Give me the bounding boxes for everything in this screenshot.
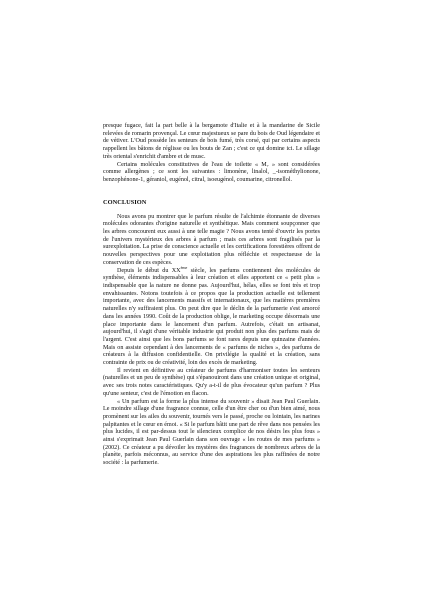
conclusion-paragraph-2 xyxy=(103,264,320,368)
p2-rest: siècle, les parfums contiennent des molécules de synthèse, éléments indispensables à leur création et elles apportent ce « petit plus » indispensable que la nature ne donne pas. Aujourd'hui, hélas, elles se font très et trop envahissantes. Notons toutefois à ce propos que la production actuelle est tellement importante, avec des lancements massifs et internationaux, que les matières premières naturelles n'y suffiraient plus. On peut dire que le déclin de la parfumerie s'est amorcé dans les années 1990. Coût de la production oblige, le marketing occupe désormais une place importante dans le lancement d'un parfum. Autrefois, c'était un artisanat, aujourd'hui, il s'agit d'une véritable industrie qui produit non plus des parfums mais de l'argent. C'est ainsi que les bons parfums se font rares depuis une quinzaine d'années. Mais on assiste cependant à des lancements de « parfums de niches », des parfums de créateurs à la diffusion confidentielle. On privilégie la qualité et la création, sans contrainte de prix ou de créativité, loin des excès de marketing. xyxy=(103,267,320,367)
section-title: CONCLUSION xyxy=(103,198,147,206)
conclusion-paragraph-3: Il revient en définitive au créateur de parfums d'harmoniser toutes les senteurs (naturelles et un peu de synthèse) qui s'épanouiront dans une création unique et original, avec ses trois notes caractéristiques. Qu'y a-t-il de plus évocateur qu'un parfum ? Plus qu'une senteur, c'est de l'émotion en flacon. xyxy=(103,367,320,397)
section-gap xyxy=(103,185,320,199)
conclusion-paragraph-1: Nous avons pu montrer que le parfum résulte de l'alchimie étonnante de diverses molécules odorantes d'origine naturelle et synthétique. Mais comment soupçonner que les arbres concourent eux aussi à une telle magie ? Nous avons tenté d'ouvrir les portes de l'univers mystérieux des arbres à parfum ; mais ces arbres sont fragilisés par la surexploitation. La prise de conscience actuelle et les certifications forestières offrent de nouvelles perspectives pour une exploitation plus réfléchie et respectueuse de la conservation de ces espèces. xyxy=(103,213,320,266)
intro-paragraph-2: Certains molécules constitutives de l'eau de toilette « M₇ » sont considérées comme allergènes ; ce sont les suivantes : limonène, linalol, _-isométhylionone, benzophénone-1, géraniol, eugénol, citral, isoeugénol, coumarine, citronellol. xyxy=(103,161,320,183)
p2-superscript: ème xyxy=(180,264,188,270)
p2-start: Depuis le début du XX xyxy=(117,267,181,274)
intro-paragraph-1: presque fugace, fait la part belle à la bergamote d'Italie et à la mandarine de Sicile relevées de romarin provençal. Le cœur majestueux se pare du bois de Oud légendaire et de vétiver. L'Oud possède les senteurs de bois fumé, très corsé, qui par certains aspects rappellent les bâtons de réglisse ou les bouts de Zan ; c'est ce qui domine ici. Le sillage très oriental s'enrichit d'ambre et de musc. xyxy=(103,123,320,160)
document-body xyxy=(103,123,320,468)
conclusion-paragraph-4: « Un parfum est la forme la plus intense du souvenir » disait Jean Paul Guerlain. Le moindre sillage d'une fragrance connue, celle d'un être cher ou d'un bien aimé, nous promènent sur les ailes du souvenir, tournés vers le passé, proche ou lointain, les narines palpitantes et le cœur en émoi. « Si le parfum bâtit une part de rêve dans nos pensées les plus lucides, il est par-dessus tout le silencieux complice de nos désirs les plus fous » ainsi s'exprimait Jean Paul Guerlain dans son ouvrage « les routes de mes parfums » (2002). Ce créateur a pu dévoiler les mystères des fragrances de nombreux arbres de la planète, parfois méconnus, au service d'une des aspirations les plus raffinées de notre société : la parfumerie. xyxy=(103,398,320,467)
